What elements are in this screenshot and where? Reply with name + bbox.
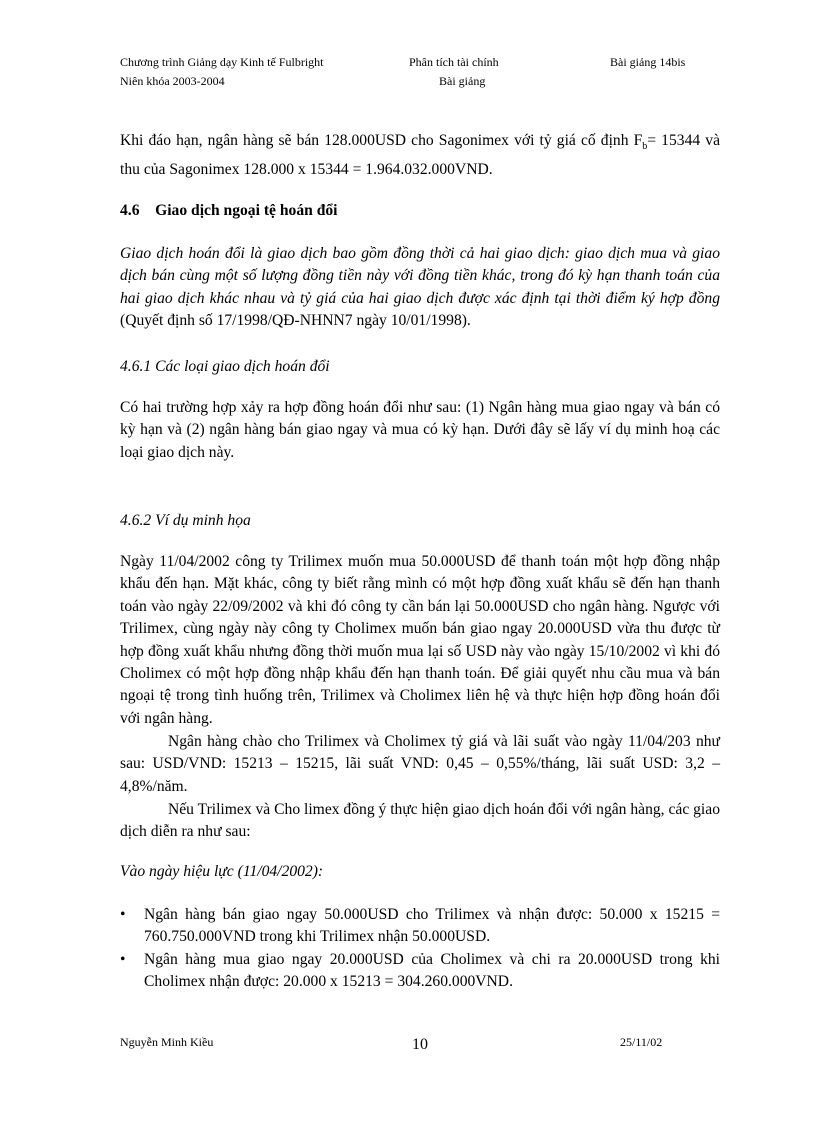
- list-item: [120, 904, 720, 949]
- definition-reference: (Quyết định số 17/1998/QĐ-NHNN7 ngày 10/01/1998).: [120, 312, 471, 330]
- subsection-heading-4-6-1: 4.6.1 Các loại giao dịch hoán đổi: [120, 358, 330, 375]
- bullet-icon: •: [120, 906, 126, 923]
- header-program: Chương trình Giảng dạy Kinh tế Fulbright: [120, 55, 324, 69]
- header-subject: Phân tích tài chính: [409, 55, 499, 69]
- paragraph-maturity: [120, 130, 720, 181]
- paragraph-agreement: Nếu Trilimex và Cho limex đồng ý thực hiện giao dịch hoán đổi với ngân hàng, các giao dịch diễn ra như sau:: [120, 801, 720, 841]
- subsection-heading-4-6-2: 4.6.2 Ví dụ minh họa: [120, 512, 251, 529]
- maturity-text-rest: = 15344 và thu của Sagonimex 128.000 x 15344 = 1.964.032.000VND.: [120, 132, 720, 178]
- forward-rate-subscript: b: [642, 141, 648, 153]
- list-item-text: Ngân hàng mua giao ngay 20.000USD của Cholimex và chi ra 20.000USD trong khi Cholimex nhận được: 20.000 x 15213 = 304.260.000VND.: [144, 950, 720, 991]
- footer-author: Nguyễn Minh Kiều: [120, 1035, 214, 1049]
- header-year: Niên khóa 2003-2004: [120, 74, 225, 88]
- list-item: [120, 949, 720, 994]
- bullet-icon: •: [120, 950, 126, 968]
- list-item-text: Ngân hàng bán giao ngay 50.000USD cho Trilimex và nhận được: 50.000 x 15215 = 760.750.000VND trong khi Trilimex nhận 50.000USD.: [144, 906, 720, 946]
- transaction-list: [120, 904, 720, 994]
- definition-paragraph: [120, 243, 720, 333]
- header-doc-type: Bài giảng: [439, 74, 486, 88]
- header-lecture-number: Bài giảng 14bis: [610, 55, 686, 69]
- footer-date: 25/11/02: [620, 1035, 663, 1049]
- maturity-text: Khi đáo hạn, ngân hàng sẽ bán 128.000USD cho Sagonimex với tỷ giá cố định F: [120, 132, 643, 149]
- effective-day-label: Vào ngày hiệu lực (11/04/2002):: [120, 863, 324, 880]
- section-heading-4-6: [120, 200, 720, 222]
- section-title: Giao dịch ngoại tệ hoán đổi: [155, 202, 338, 219]
- paragraph-bank-offer: Ngân hàng chào cho Trilimex và Cholimex tỷ giá và lãi suất vào ngày 11/04/203 như sau: USD/VND: 15213 – 15215, lãi suất VND: 0,45 – 0,55%/tháng, lãi suất USD: 3,2 – 4,8%/năm.: [120, 733, 720, 795]
- paragraph-example: Ngày 11/04/2002 công ty Trilimex muốn mua 50.000USD để thanh toán một hợp đồng nhập khẩu đến hạn. Mặt khác, công ty biết rằng mình có một hợp đồng xuất khẩu sẽ đến hạn thanh toán vào ngày 22/09/2002 và khi đó công ty cần bán lại 50.000USD cho ngân hàng. Ngược với Trilimex, cùng ngày này công ty Cholimex muốn bán giao ngay 20.000USD vừa thu được từ hợp đồng xuất khẩu nhưng đồng thời muốn mua lại số USD này vào ngày 15/10/2002 vì khi đó Cholimex có một hợp đồng nhập khẩu đến hạn thanh toán. Để giải quyết nhu cầu mua và bán ngoại tệ trong tình huống trên, Trilimex và Cholimex liên hệ và thực hiện hợp đồng hoán đổi với ngân hàng.: [120, 553, 720, 727]
- footer-page-number: 10: [412, 1036, 428, 1053]
- section-number: 4.6: [120, 202, 140, 219]
- definition-italic: Giao dịch hoán đổi là giao dịch bao gồm đồng thời cả hai giao dịch: giao dịch mua và giao dịch bán cùng một số lượng đồng tiền này với đồng tiền khác, trong đó kỳ hạn thanh toán của hai giao dịch khác nhau và tỷ giá của hai giao dịch được xác định tại thời điểm ký hợp đồng: [120, 245, 720, 307]
- paragraph-swap-types: Có hai trường hợp xảy ra hợp đồng hoán đổi như sau: (1) Ngân hàng mua giao ngay và bán có kỳ hạn và (2) ngân hàng bán giao ngay và mua có kỳ hạn. Dưới đây sẽ lấy ví dụ minh hoạ các loại giao dịch này.: [120, 399, 720, 461]
